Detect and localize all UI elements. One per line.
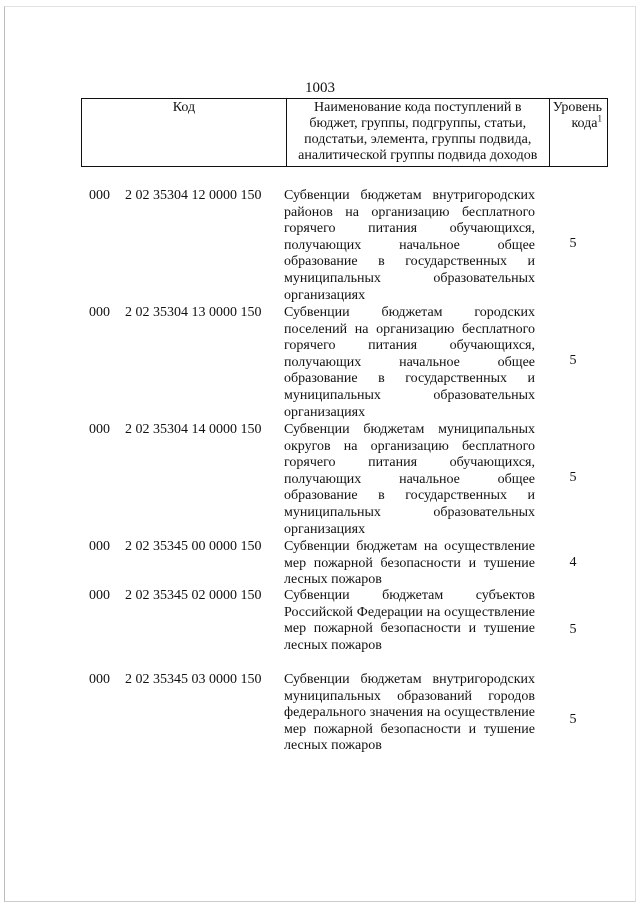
row-code: 2 02 35304 14 0000 150 [125, 422, 262, 437]
row-level: 5 [569, 622, 577, 637]
row-prefix: 000 [89, 305, 110, 320]
row-code: 2 02 35345 03 0000 150 [125, 672, 262, 687]
row-prefix: 000 [89, 672, 110, 687]
row-prefix: 000 [89, 588, 110, 603]
row-name: Субвенции бюджетам муниципальных округов на организацию бесплатного горячего питания обучающихся, получающих начальное общее образование в государственных и муниципальных образовательных организациях [284, 422, 535, 537]
row-code: 2 02 35345 00 0000 150 [125, 539, 262, 554]
row-code: 2 02 35304 12 0000 150 [125, 188, 262, 203]
table-header [81, 98, 608, 167]
page-number: 1003 [305, 80, 335, 96]
row-level: 5 [569, 236, 577, 251]
header-level-label: Уровень кода [552, 100, 602, 131]
header-level [549, 99, 607, 167]
row-level: 5 [569, 470, 577, 485]
row-name: Субвенции бюджетам внутригородских районов на организацию бесплатного горячего питания обучающихся, получающих начальное общее образование в государственных и муниципальных образовательных организациях [284, 188, 535, 303]
row-name: Субвенции бюджетам внутригородских муниципальных образований городов федерального значения на осуществление мер пожарной безопасности и тушение лесных пожаров [284, 672, 535, 754]
row-prefix: 000 [89, 539, 110, 554]
row-level: 4 [569, 555, 577, 570]
header-code: Код [82, 99, 287, 167]
row-prefix: 000 [89, 188, 110, 203]
row-prefix: 000 [89, 422, 110, 437]
header-name: Наименование кода поступлений в бюджет, группы, подгруппы, статьи, подстатьи, элемента, группы подвида, аналитической группы подвида доходов [286, 99, 549, 167]
row-name: Субвенции бюджетам на осуществление мер пожарной безопасности и тушение лесных пожаров [284, 539, 535, 588]
header-level-footnote: 1 [597, 113, 602, 124]
row-code: 2 02 35304 13 0000 150 [125, 305, 262, 320]
row-name: Субвенции бюджетам субъектов Российской Федерации на осуществление мер пожарной безопасности и тушение лесных пожаров [284, 588, 535, 653]
row-code: 2 02 35345 02 0000 150 [125, 588, 262, 603]
row-name: Субвенции бюджетам городских поселений на организацию бесплатного горячего питания обучающихся, получающих начальное общее образование в государственных и муниципальных образовательных организациях [284, 305, 535, 420]
row-level: 5 [569, 712, 577, 727]
row-level: 5 [569, 353, 577, 368]
